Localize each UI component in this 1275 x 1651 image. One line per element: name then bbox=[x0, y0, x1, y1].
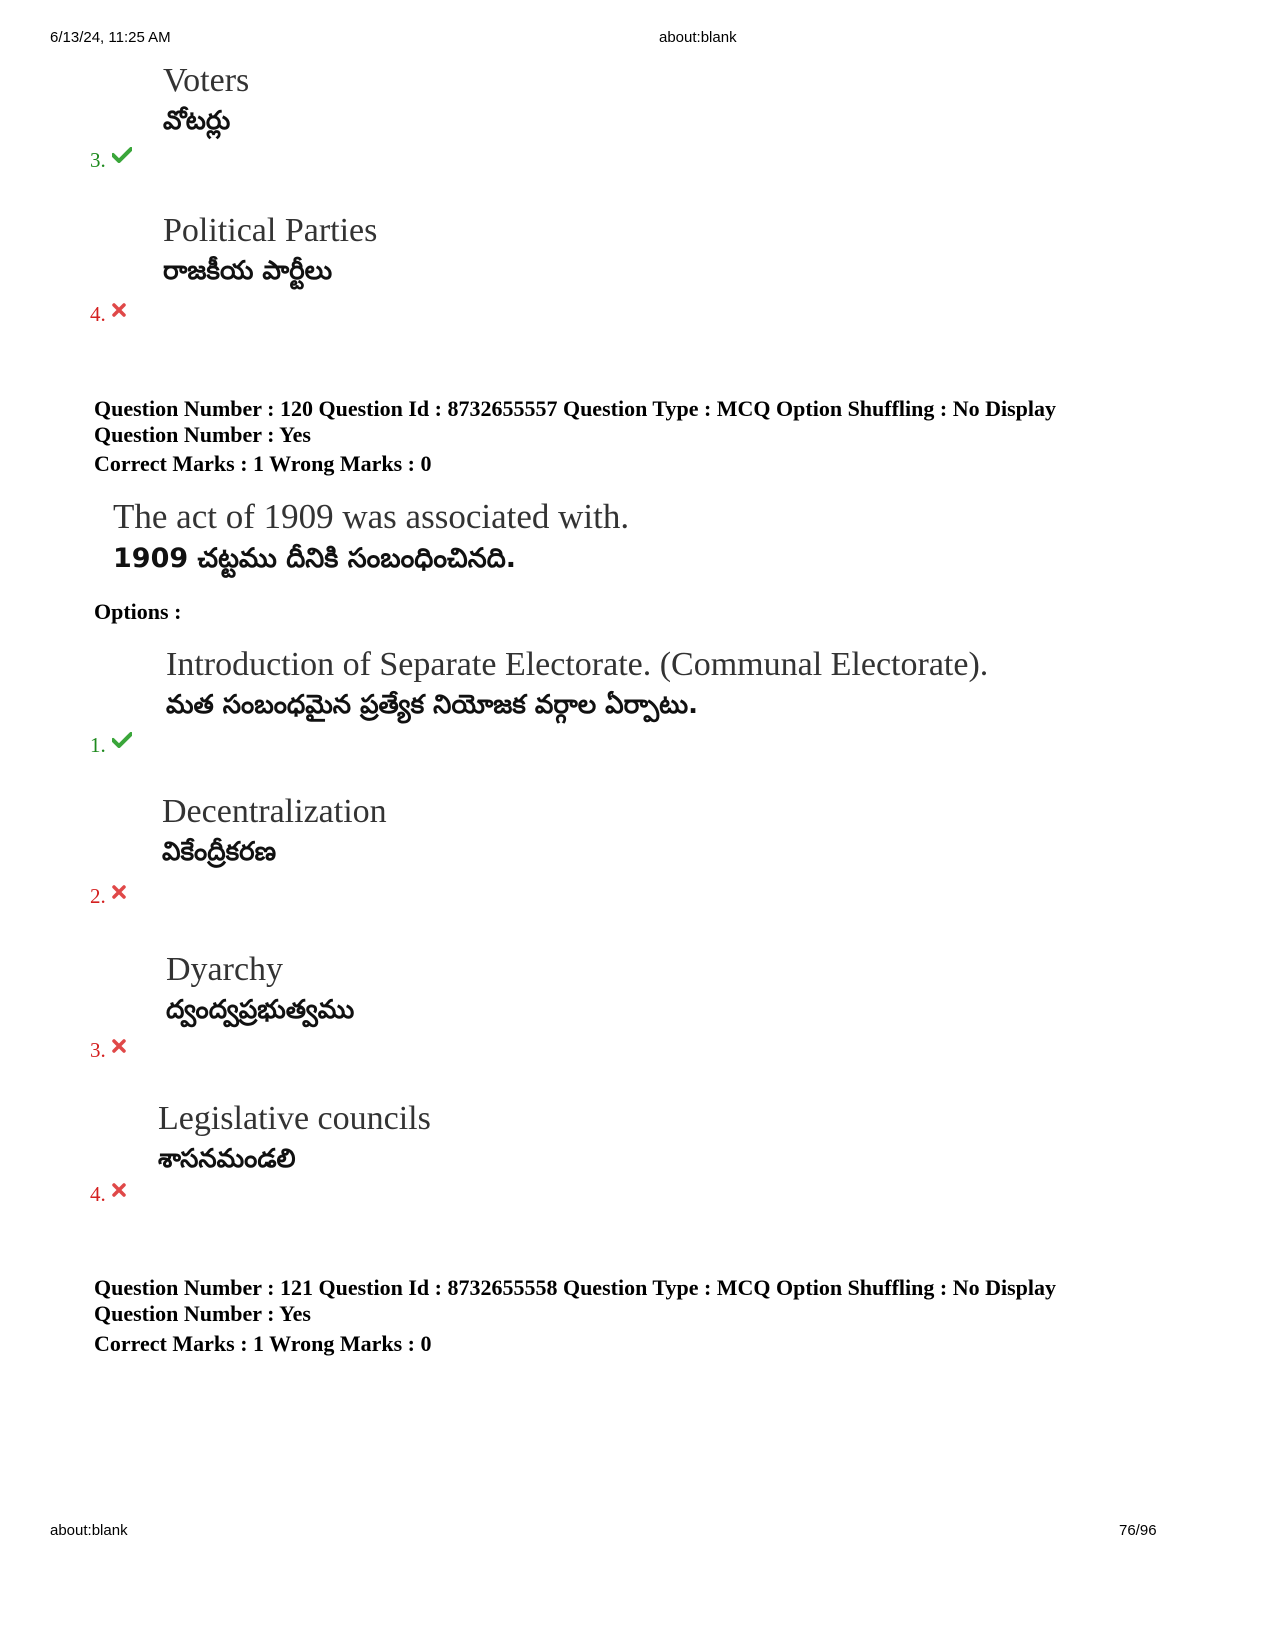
option-text-te: శాసనమండలి bbox=[158, 1144, 296, 1174]
option-block bbox=[163, 62, 249, 142]
question-text-en: The act of 1909 was associated with. bbox=[113, 497, 630, 536]
option-number bbox=[90, 298, 126, 327]
question-meta-line: Question Number : Yes bbox=[94, 422, 311, 447]
option-text-en: Decentralization bbox=[162, 793, 387, 830]
option-block bbox=[158, 1100, 431, 1180]
question-marks: Correct Marks : 1 Wrong Marks : 0 bbox=[94, 451, 432, 476]
options-label: Options : bbox=[94, 599, 182, 624]
option-text-en: Legislative councils bbox=[158, 1100, 431, 1137]
question-meta-line: Question Number : 121 Question Id : 8732655558 Question Type : MCQ Option Shuffling : No Display bbox=[94, 1275, 1057, 1300]
option-block bbox=[162, 793, 387, 873]
print-footer-url: about:blank bbox=[50, 1522, 128, 1539]
question-meta bbox=[94, 1275, 1056, 1327]
option-block bbox=[166, 646, 988, 726]
option-text-en: Voters bbox=[163, 62, 250, 99]
option-number-label: 1. bbox=[90, 733, 106, 757]
check-icon bbox=[112, 729, 132, 754]
cross-icon bbox=[112, 1178, 126, 1203]
option-text-en: Political Parties bbox=[163, 212, 378, 249]
option-number bbox=[90, 880, 126, 909]
cross-icon bbox=[112, 880, 126, 905]
cross-icon bbox=[112, 298, 126, 323]
check-icon bbox=[112, 144, 132, 169]
option-number bbox=[90, 729, 132, 758]
option-number bbox=[90, 1034, 126, 1063]
option-number-label: 3. bbox=[90, 148, 106, 172]
option-text-te: రాజకీయ పార్టీలు bbox=[163, 256, 333, 286]
option-text-te: ద్వంద్వప్రభుత్వము bbox=[166, 995, 355, 1025]
option-block bbox=[163, 212, 377, 292]
option-number-label: 4. bbox=[90, 1182, 106, 1206]
print-datetime: 6/13/24, 11:25 AM bbox=[50, 29, 171, 46]
option-text-en: Introduction of Separate Electorate. (Communal Electorate). bbox=[166, 646, 989, 683]
question-meta-line: Question Number : 120 Question Id : 8732655557 Question Type : MCQ Option Shuffling : No Display bbox=[94, 396, 1057, 421]
question-text bbox=[113, 497, 629, 581]
option-text-te: మత సంబంధమైన ప్రత్యేక నియోజక వర్గాల ఏర్పాటు. bbox=[166, 690, 699, 720]
option-text-te: వోటర్లు bbox=[163, 106, 231, 136]
question-text-te: 1909 చట్టము దీనికి సంబంధించినది. bbox=[113, 543, 517, 574]
option-number-label: 4. bbox=[90, 302, 106, 326]
option-number-label: 2. bbox=[90, 884, 106, 908]
cross-icon bbox=[112, 1034, 126, 1059]
option-text-en: Dyarchy bbox=[166, 951, 284, 988]
question-meta bbox=[94, 396, 1056, 448]
print-page-number: 76/96 bbox=[1119, 1522, 1157, 1539]
option-text-te: వికేంద్రీకరణ bbox=[162, 837, 277, 867]
option-number bbox=[90, 1178, 126, 1207]
option-number bbox=[90, 144, 132, 173]
print-title: about:blank bbox=[659, 29, 737, 46]
option-block bbox=[166, 951, 354, 1031]
question-marks: Correct Marks : 1 Wrong Marks : 0 bbox=[94, 1331, 432, 1356]
option-number-label: 3. bbox=[90, 1038, 106, 1062]
question-meta-line: Question Number : Yes bbox=[94, 1301, 311, 1326]
